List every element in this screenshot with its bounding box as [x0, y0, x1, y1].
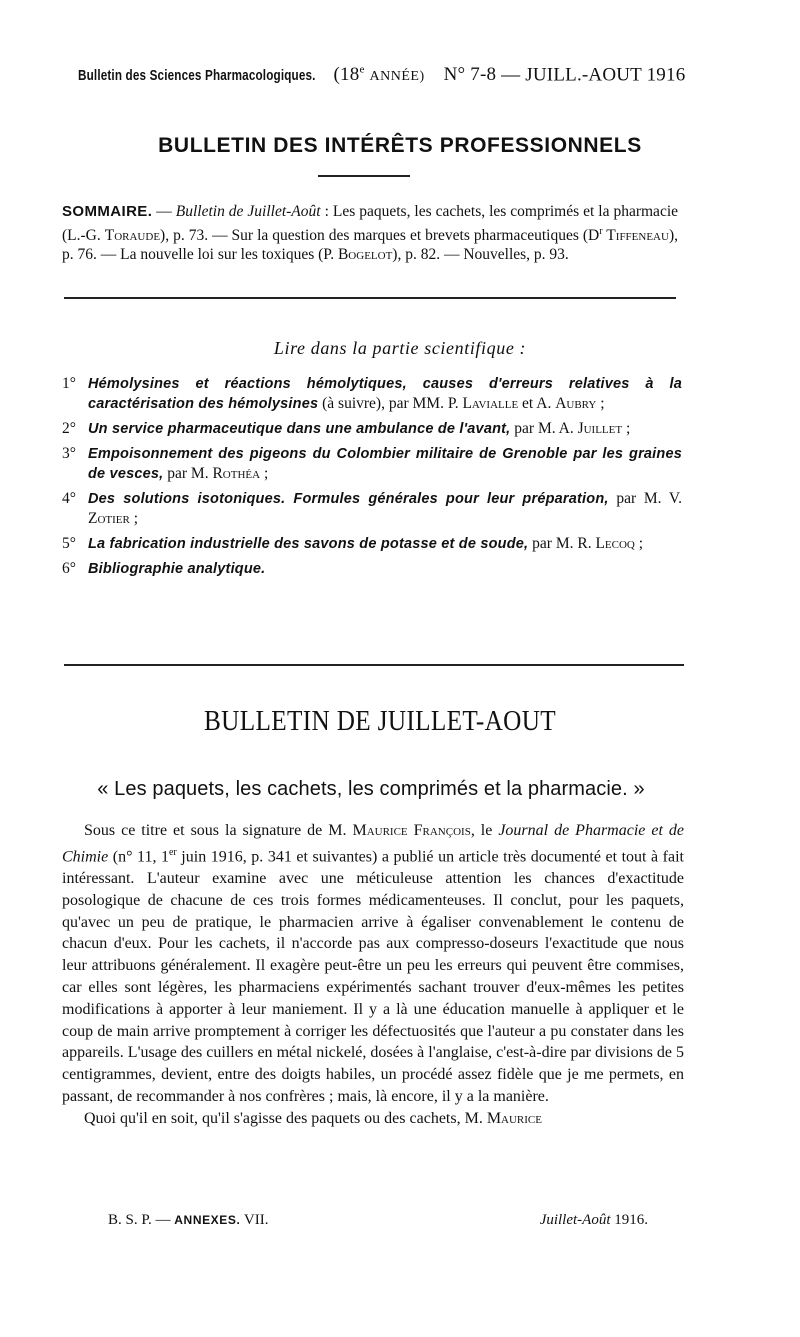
sommaire-lead: SOMMAIRE.	[62, 203, 153, 220]
article-title: Un service pharmaceutique dans une ambulance de l'avant,	[88, 421, 511, 437]
divider	[64, 664, 684, 666]
paragraph: Quoi qu'il en soit, qu'il s'agisse des paquets ou des cachets, M. Maurice	[84, 1109, 542, 1127]
list-item: 3° Empoisonnement des pigeons du Colombier militaire de Grenoble par les graines de vesces, par M. Rothéa ;	[62, 445, 682, 482]
article-list	[62, 374, 682, 584]
divider	[64, 297, 676, 299]
article-heading: « Les paquets, les cachets, les comprimés et la pharmacie. »	[97, 778, 645, 800]
lire-heading: Lire dans la partie scientifique :	[273, 338, 527, 358]
divider	[318, 175, 410, 177]
article-title: Des solutions isotoniques. Formules générales pour leur préparation,	[88, 491, 609, 507]
list-item: 1° Hémolysines et réactions hémolytiques, causes d'erreurs relatives à la caractérisation des hémolysines (à suivre), par MM. P. Lavialle et A. Aubry ;	[62, 375, 682, 412]
footer-date: Juillet-Août 1916.	[539, 1212, 648, 1228]
list-item: 4° Des solutions isotoniques. Formules générales pour leur préparation, par M. V. Zotier ;	[62, 490, 682, 527]
footer-left: B. S. P. — ANNEXES. VII.	[108, 1212, 269, 1228]
page-footer	[108, 1212, 648, 1229]
bulletin-title: BULLETIN DE JUILLET-AOUT	[203, 706, 557, 737]
section-title: BULLETIN DES INTÉRÊTS PROFESSIONNELS	[158, 134, 642, 157]
sommaire: SOMMAIRE. — Bulletin de Juillet-Août : Les paquets, les cachets, les comprimés et la pharmacie (L.-G. Toraude), p. 73. — Sur la question des marques et brevets pharmaceutiques ($D^r$ Tiffeneau), p. 76. — La nouvelle loi sur les toxiques (P. Bogelot), p. 82. — Nouvelles, p. 93.	[62, 203, 679, 264]
issue-date: — JUILL.-AOUT 1916	[501, 64, 686, 86]
issue-number: N° 7-8	[443, 64, 497, 86]
paragraph: Sous ce titre et sous la signature de M. Maurice François, le Journal de Pharmacie et de Chimie (n° 11, 1er juin 1916, p. 341 et suivantes) a publié un article très documenté et tout à fait intéressant. L'auteur examine avec une méticuleuse attention les chances d'exactitude posologique de chacune de ces trois formes médicamenteuses. Il conclut, pour les paquets, qu'avec un peu de pratique, le pharmacien arrive à égaliser convenablement le contenu de chacun d'eux. Pour les cachets, il n'accorde pas aux compresso-doseurs l'exactitude que nous leur attribuons généralement. Il exagère peut-être un peu les erreurs qui peuvent être commises, car elles sont légères, les pharmaciens expérimentés sachant trouver d'eux-mêmes les petites modifications à apporter à leur maniement. Il y a là une éducation manuelle à appliquer et le coup de main arrive promptement à corriger les défectuosités que l'auteur a pu constater dans les appareils. L'usage des cuillers en métal nickelé, dosées à l'anglaise, c'est-à-dire par divisions de 5 centigrammes, devient, entre des doigts habiles, un procédé assez fidèle que je me permets, en passant, de recommander à nos confrères ; mais, là encore, il y a la manière.	[62, 822, 684, 1105]
running-head	[78, 64, 686, 86]
journal-name: Bulletin des Sciences Pharmacologiques.	[78, 67, 316, 85]
list-item: 5° La fabrication industrielle des savons de potasse et de soude, par M. R. Lecoq ;	[62, 535, 644, 552]
article-title: La fabrication industrielle des savons de potasse et de soude,	[88, 536, 529, 552]
list-item: 2° Un service pharmaceutique dans une ambulance de l'avant, par M. A. Juillet ;	[62, 420, 631, 437]
article-title: Hémolysines et réactions hémolytiques, causes d'erreurs relatives à la caractérisation des hémolysines	[88, 376, 682, 412]
article-body	[62, 820, 684, 1129]
article-title: Bibliographie analytique.	[88, 561, 266, 577]
list-item: 6° Bibliographie analytique.	[62, 560, 266, 577]
article-title: Empoisonnement des pigeons du Colombier militaire de Grenoble par les graines de vesces,	[88, 446, 682, 482]
volume-year: (18e ANNÉE)	[333, 64, 425, 86]
